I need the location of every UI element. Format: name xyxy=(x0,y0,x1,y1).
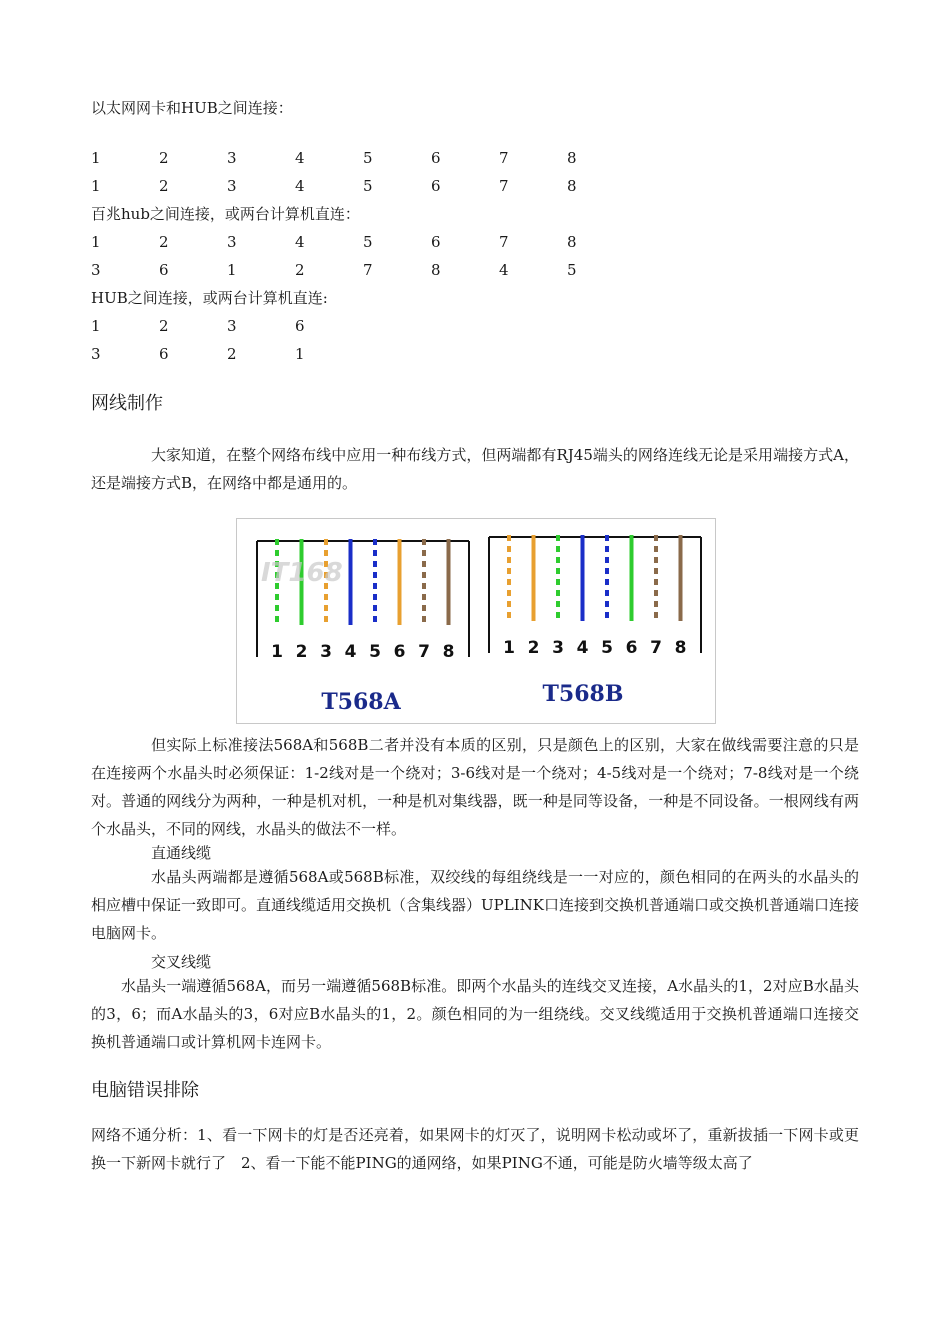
pin-number: 8 xyxy=(567,149,577,167)
subheading-crossover-cable: 交叉线缆 xyxy=(151,953,212,971)
paragraph-standards: 但实际上标准接法568A和568B二者并没有本质的区别，只是颜色上的区别，大家在做线需要注意的只是在连接两个水晶头时必须保证：1-2线对是一个绕对；3-6线对是一个绕对；4-5线对是一个绕对；7-8线对是一个绕对。普通的网线分为两种，一种是机对机，一种是机对集线器，既一种是同等设备，一种是不同设备。一根网线有两个水晶头，不同的网线，水晶头的做法不一样。 xyxy=(91,736,859,838)
pin-label: 3 xyxy=(552,638,564,658)
wiring-diagram-figure xyxy=(236,518,716,724)
pin-number: 2 xyxy=(159,177,169,195)
watermark-logo: IT168 xyxy=(261,558,343,588)
pin-number: 2 xyxy=(159,317,169,335)
pin-number: 2 xyxy=(159,233,169,251)
pin-label: 1 xyxy=(271,642,283,662)
pin-number: 4 xyxy=(295,177,305,195)
pin-label: 4 xyxy=(344,642,357,662)
pin-number: 1 xyxy=(91,317,101,335)
pin-number: 7 xyxy=(499,233,509,251)
paragraph-intro: 大家知道，在整个网络布线中应用一种布线方式，但两端都有RJ45端头的网络连线无论是采用端接方式A，还是端接方式B，在网络中都是通用的。 xyxy=(91,446,859,492)
pin-number: 6 xyxy=(159,261,169,279)
ethernet-hub-title: 以太网网卡和HUB之间连接： xyxy=(91,99,293,117)
pin-number: 5 xyxy=(363,233,373,251)
pin-label: 6 xyxy=(393,642,406,662)
pin-number: 3 xyxy=(227,149,237,167)
pin-label: 1 xyxy=(503,638,515,658)
pin-label: 7 xyxy=(650,638,662,658)
pin-number: 3 xyxy=(227,177,237,195)
pin-number: 6 xyxy=(295,317,305,335)
pin-number: 8 xyxy=(567,177,577,195)
pin-label: 7 xyxy=(418,642,430,662)
label-t568b: T568B xyxy=(542,681,624,707)
label-t568a: T568A xyxy=(321,689,401,715)
connector-b xyxy=(489,535,701,658)
pin-number: 4 xyxy=(295,233,305,251)
pin-label: 5 xyxy=(601,638,613,658)
pin-number: 1 xyxy=(91,177,101,195)
pin-label: 8 xyxy=(674,638,687,658)
pin-number: 3 xyxy=(91,261,101,279)
section-heading-troubleshooting: 电脑错误排除 xyxy=(91,1080,199,1101)
pin-label: 8 xyxy=(442,642,455,662)
pin-number: 2 xyxy=(227,345,237,363)
pin-number: 5 xyxy=(363,177,373,195)
pin-number: 6 xyxy=(431,149,441,167)
hub-direct-title: HUB之间连接，或两台计算机直连: xyxy=(91,289,328,307)
pin-label: 3 xyxy=(320,642,332,662)
pin-number: 5 xyxy=(567,261,577,279)
pin-label: 2 xyxy=(527,638,540,658)
pin-number: 1 xyxy=(91,233,101,251)
pin-number: 8 xyxy=(567,233,577,251)
pin-number: 7 xyxy=(499,149,509,167)
pin-number: 7 xyxy=(499,177,509,195)
paragraph-network-analysis: 网络不通分析：1、看一下网卡的灯是否还亮着，如果网卡的灯灭了，说明网卡松动或坏了，重新拔插一下网卡或更换一下新网卡就行了 2、看一下能不能PING的通网络，如果PING不通，可能是防火墙等级太高了 xyxy=(91,1126,859,1172)
pin-number: 3 xyxy=(227,233,237,251)
pin-number: 2 xyxy=(295,261,305,279)
pin-number: 5 xyxy=(363,149,373,167)
pin-number: 7 xyxy=(363,261,373,279)
pin-number: 6 xyxy=(431,177,441,195)
pin-number: 1 xyxy=(295,345,305,363)
wiring-diagram xyxy=(237,519,715,723)
pin-number: 4 xyxy=(295,149,305,167)
pin-number: 3 xyxy=(227,317,237,335)
pin-label: 6 xyxy=(625,638,638,658)
pin-number: 4 xyxy=(499,261,509,279)
pin-number: 6 xyxy=(159,345,169,363)
subheading-straight-cable: 直通线缆 xyxy=(151,844,212,862)
pin-number: 1 xyxy=(227,261,237,279)
pin-label: 5 xyxy=(369,642,381,662)
pin-number: 2 xyxy=(159,149,169,167)
hub100-title: 百兆hub之间连接，或两台计算机直连： xyxy=(91,205,360,223)
paragraph-straight-cable: 水晶头两端都是遵循568A或568B标准，双绞线的每组绕线是一一对应的，颜色相同的在两头的水晶头的相应槽中保证一致即可。直通线缆适用交换机（含集线器）UPLINK口连接到交换机普通端口或交换机普通端口连接电脑网卡。 xyxy=(91,868,859,942)
section-heading-cable-making: 网线制作 xyxy=(91,393,163,414)
pin-number: 3 xyxy=(91,345,101,363)
pin-number: 8 xyxy=(431,261,441,279)
pin-label: 2 xyxy=(295,642,308,662)
pin-label: 4 xyxy=(576,638,589,658)
pin-number: 6 xyxy=(431,233,441,251)
paragraph-crossover-cable: 水晶头一端遵循568A，而另一端遵循568B标准。即两个水晶头的连线交叉连接，A水晶头的1，2对应B水晶头的3，6；而A水晶头的3，6对应B水晶头的1，2。颜色相同的为一组绕线。交叉线缆适用于交换机普通端口连接交换机普通端口或计算机网卡连网卡。 xyxy=(91,977,859,1051)
pin-number: 1 xyxy=(91,149,101,167)
